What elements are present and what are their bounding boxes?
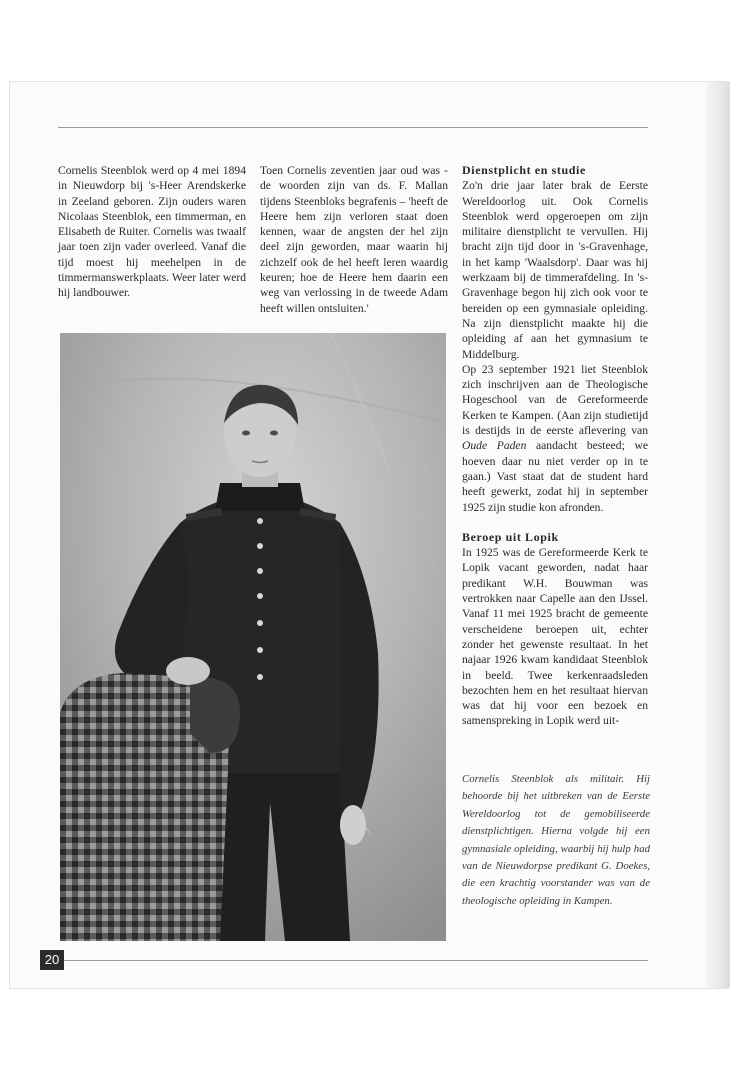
header-rule (58, 127, 648, 128)
paragraph-lopik: In 1925 was de Gereformeerde Kerk te Lopik vacant geworden, nadat haar predikant W.H. Bouwman was vertrokken naar Capelle aan den IJssel. Vanaf 11 mei 1925 bracht de gemeente verscheidene beroepen uit, echter zonder het gewenste resultaat. In het najaar 1926 kwam kandidaat Steenblok in beeld. Twee kerkenraadsleden bezochten hem en het resultaat hiervan was dat hij voor een bezoek en samenspreking in Lopik werd uit- (462, 546, 648, 728)
paragraph-dienstplicht: Zo'n drie jaar later brak de Eerste Wereldoorlog uit. Ook Cornelis Steenblok werd opgeroepen om zijn militaire dienstplicht te vervullen. Hij bracht zijn tijd door in 's-Gravenhage, in het kamp 'Waalsdorp'. Daar was hij werkzaam bij de timmerafdeling. In 's-Gravenhage begon hij zich ook voor te bereiden op een gymnasiale opleiding. Na zijn dienstplicht maakte hij die opleiding af aan het gymnasium te Middelburg. (462, 179, 648, 361)
paragraph-studie (462, 362, 648, 515)
photo-caption: Cornelis Steenblok als militair. Hij behoorde bij het uitbreken van de Eerste Wereldoorlog tot de gemobiliseerde dienstplichtigen. Hierna volgde hij een gymnasiale opleiding, waarbij hij hulp had van de Nieuwdorpse predikant G. Doekes, die een krachtig voorstander was van de theologische opleiding in Kampen. (462, 773, 650, 907)
paragraph-studie-start: Op 23 september 1921 liet Steenblok zich inschrijven aan de Theologische Hogeschool van de Gereformeerde Kerken te Kampen. (Aan zijn studietijd is destijds in de eerste aflevering van (462, 362, 648, 438)
section-heading-dienstplicht: Dienstplicht en studie (462, 163, 586, 177)
paragraph-studie-end: aandacht besteed; we hoeven daar nu niet verder op in te gaan.) Vast staat dat de student hard heeft gewerkt, zodat hij in september 1925 zijn studie kon afronden. (462, 439, 648, 514)
soldier-photo (60, 333, 446, 941)
article-column-1: Cornelis Steenblok werd op 4 mei 1894 in Nieuwdorp bij 's-Heer Arendskerke in Zeeland geboren. Zijn ouders waren Nicolaas Steenblok, een timmerman, en Elisabeth de Ruiter. Cornelis was twaalf jaar toen zijn vader overleed. Vanaf die tijd moest hij meehelpen in de timmermanswerkplaats. Weer later werd hij landbouwer. (58, 164, 246, 300)
page-number: 20 (40, 950, 64, 970)
article-column-3 (462, 163, 648, 729)
oude-paden-title: Oude Paden (462, 439, 527, 453)
section-heading-lopik: Beroep uit Lopik (462, 529, 559, 544)
page-curl-shadow (706, 82, 730, 988)
section-gap (462, 515, 648, 530)
article-column-2: Toen Cornelis zeventien jaar oud was - de woorden zijn van ds. F. Mallan tijdens Steenbloks begrafenis – 'heeft de Heere hem zijn verloren staat doen kennen, waar de angsten der hel zijn deel zijn geworden, maar waarin hij zichzelf ook de hel heeft leren waardig keuren; hoe de Heere hem daarin een weg van verlossing in de tweede Adam heeft willen ontsluiten.' (260, 164, 448, 315)
footer-rule (64, 960, 648, 961)
soldier-photo-illustration (60, 333, 446, 941)
